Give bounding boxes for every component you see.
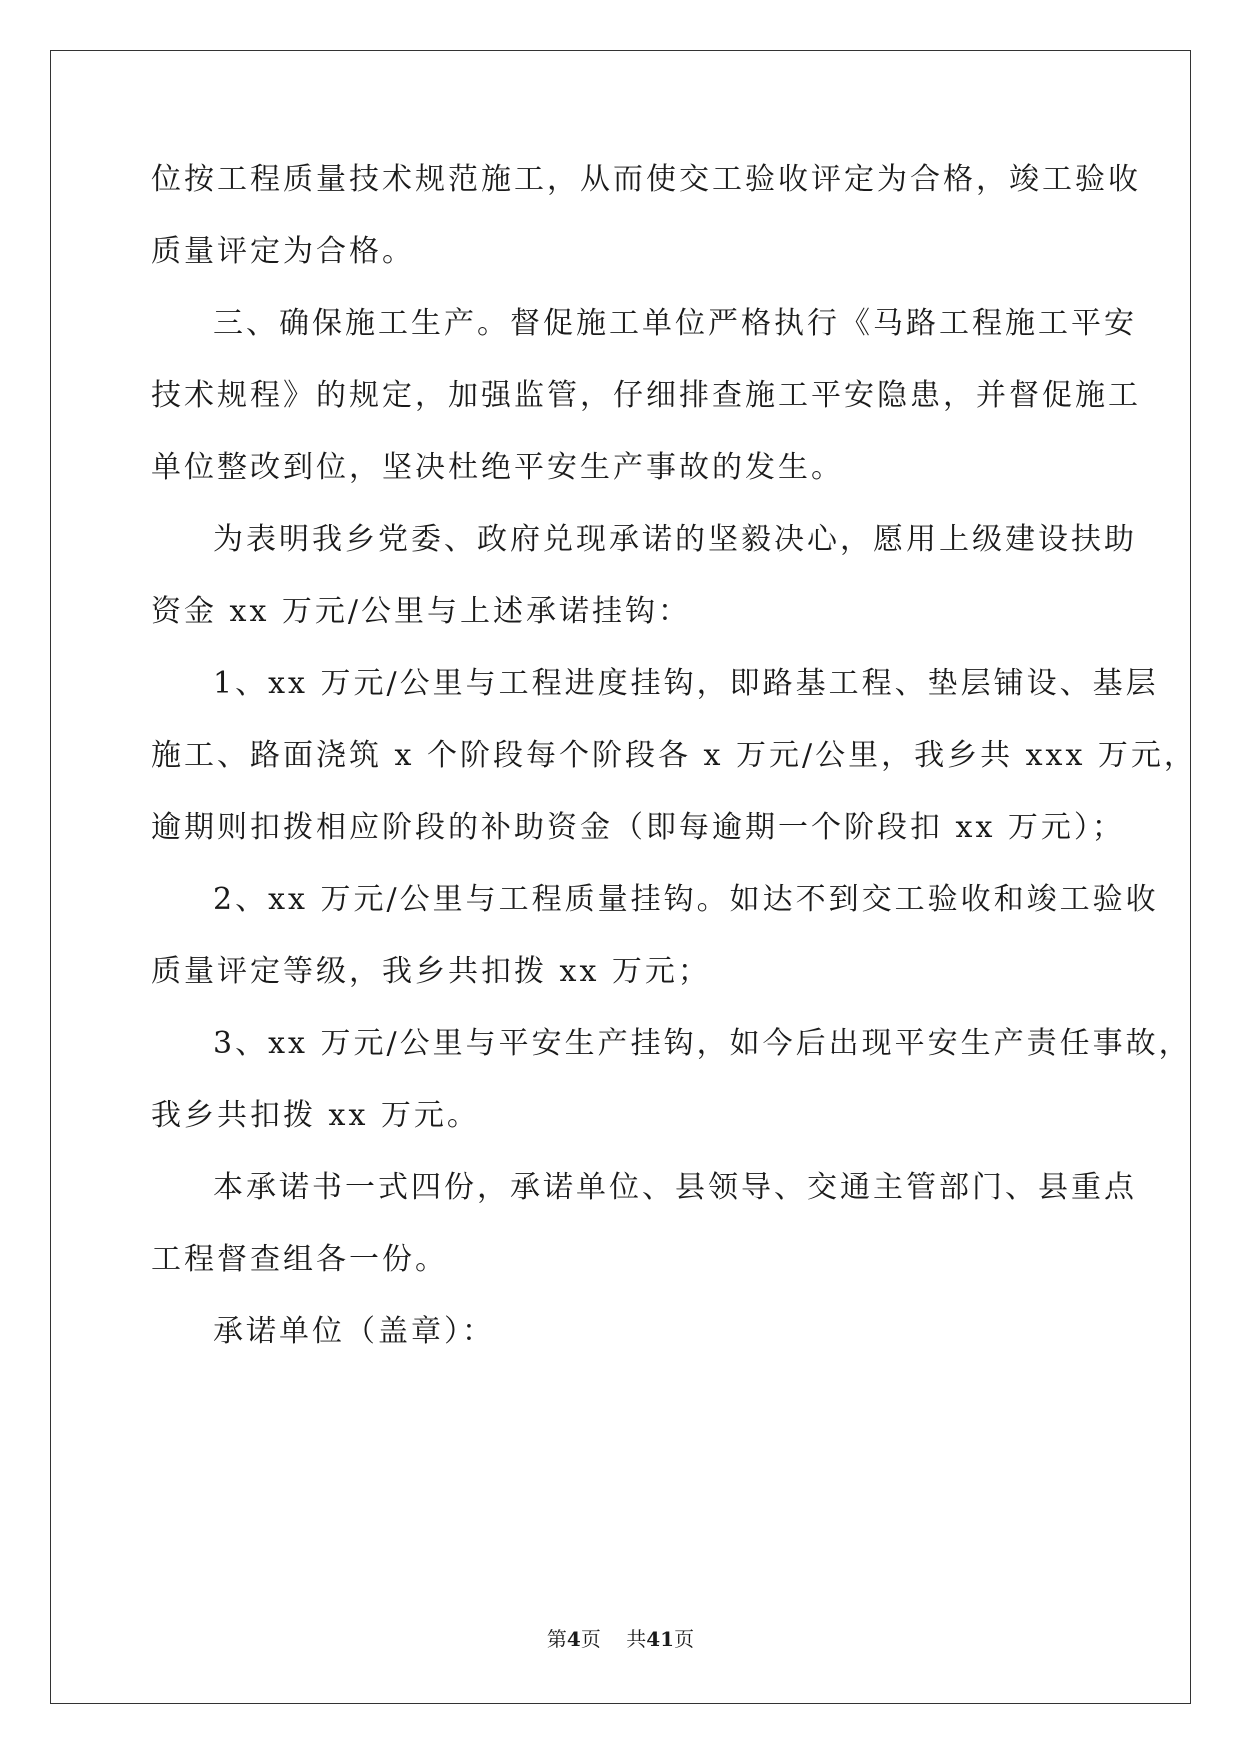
text-line: 技术规程》的规定，加强监管，仔细排查施工平安隐患，并督促施工 — [151, 378, 1141, 413]
text-line: 资金 xx 万元/公里与上述承诺挂钩： — [151, 594, 692, 629]
text-line: 承诺单位（盖章）： — [213, 1314, 495, 1349]
text-line: 为表明我乡党委、政府兑现承诺的坚毅决心，愿用上级建设扶助 — [213, 522, 1137, 557]
text-line: 1、xx 万元/公里与工程进度挂钩，即路基工程、垫层铺设、基层 — [213, 666, 1159, 701]
text-line: 我乡共扣拨 xx 万元。 — [151, 1098, 480, 1133]
footer-page-suffix: 页 — [580, 1627, 601, 1651]
text-line: 2、xx 万元/公里与工程质量挂钩。如达不到交工验收和竣工验收 — [213, 882, 1159, 917]
text-line: 单位整改到位，坚决杜绝平安生产事故的发生。 — [151, 450, 844, 485]
current-page-number: 4 — [566, 1627, 581, 1651]
footer-total-prefix: 共 — [626, 1627, 647, 1651]
text-line: 本承诺书一式四份，承诺单位、县领导、交通主管部门、县重点 — [213, 1170, 1137, 1205]
text-line: 位按工程质量技术规范施工，从而使交工验收评定为合格，竣工验收 — [151, 162, 1141, 197]
page-footer — [0, 1623, 1241, 1652]
text-line: 质量评定等级，我乡共扣拨 xx 万元； — [151, 954, 711, 989]
footer-prefix: 第 — [546, 1627, 567, 1651]
text-line: 工程督查组各一份。 — [151, 1242, 448, 1277]
total-page-count: 41 — [646, 1627, 675, 1651]
text-line: 三、确保施工生产。督促施工单位严格执行《马路工程施工平安 — [213, 306, 1137, 341]
text-line: 逾期则扣拨相应阶段的补助资金（即每逾期一个阶段扣 xx 万元）； — [151, 810, 1125, 845]
text-line: 3、xx 万元/公里与平安生产挂钩，如今后出现平安生产责任事故， — [213, 1026, 1192, 1061]
text-line: 质量评定为合格。 — [151, 234, 415, 269]
footer-total-suffix: 页 — [674, 1627, 695, 1651]
text-line: 施工、路面浇筑 x 个阶段每个阶段各 x 万元/公里，我乡共 xxx 万元， — [151, 738, 1197, 773]
page-border — [50, 50, 1197, 1704]
